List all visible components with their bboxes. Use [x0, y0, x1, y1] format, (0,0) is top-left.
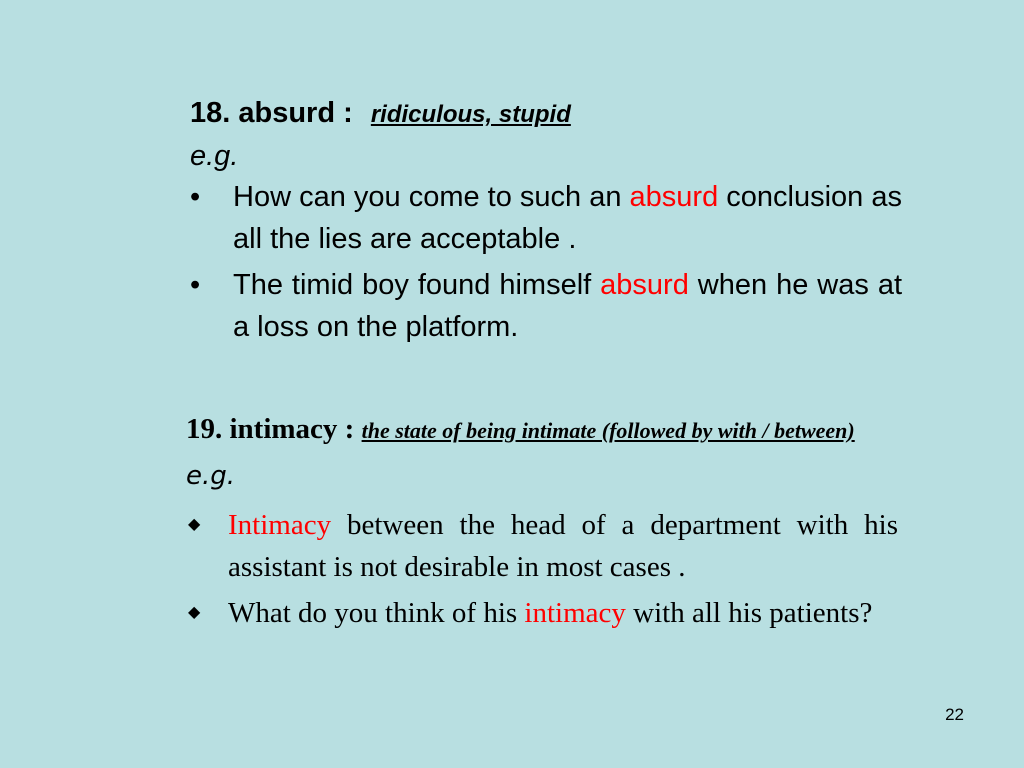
- entry-18-eg-label: e.g.: [190, 140, 239, 172]
- entry-18-example-2: [190, 264, 902, 348]
- entry-18-term: 18. absurd :: [190, 97, 353, 129]
- entry-19-example-1: [186, 504, 898, 588]
- example-text: between the head of a department with his assistant is not desirable in most cases .: [228, 509, 898, 583]
- example-text: The timid boy found himself: [233, 269, 601, 301]
- entry-19-definition: the state of being intimate (followed by with / between): [361, 418, 855, 443]
- example-text: What do you think of his: [228, 597, 525, 629]
- diamond-bullet-icon: ◆: [188, 516, 201, 533]
- highlighted-word: absurd: [629, 181, 719, 213]
- example-text: How can you come to such an: [233, 181, 630, 213]
- example-text: conclusion as all the lies are acceptable .: [233, 181, 902, 255]
- highlighted-word: intimacy: [524, 597, 626, 629]
- entry-19-examples: [186, 504, 898, 634]
- entry-19: [186, 412, 898, 638]
- entry-18-definition: ridiculous, stupid: [370, 101, 571, 128]
- example-text: when he was at a loss on the platform.: [233, 269, 903, 343]
- entry-19-eg-label: e.g.: [186, 461, 236, 491]
- page-number: 22: [945, 705, 964, 724]
- entry-18-heading: [190, 92, 902, 136]
- bullet-dot-icon: •: [190, 181, 201, 213]
- entry-18-example-1: [190, 176, 902, 260]
- highlighted-word: absurd: [600, 269, 689, 301]
- bullet-dot-icon: •: [190, 269, 201, 301]
- entry-19-term: 19. intimacy :: [186, 413, 355, 445]
- entry-19-heading: [186, 412, 898, 448]
- entry-18: [190, 92, 902, 352]
- entry-19-example-2: [186, 592, 898, 634]
- example-text: with all his patients?: [625, 597, 873, 629]
- diamond-bullet-icon: ◆: [188, 604, 201, 621]
- highlighted-word: Intimacy: [228, 509, 332, 541]
- entry-18-examples: [190, 176, 902, 348]
